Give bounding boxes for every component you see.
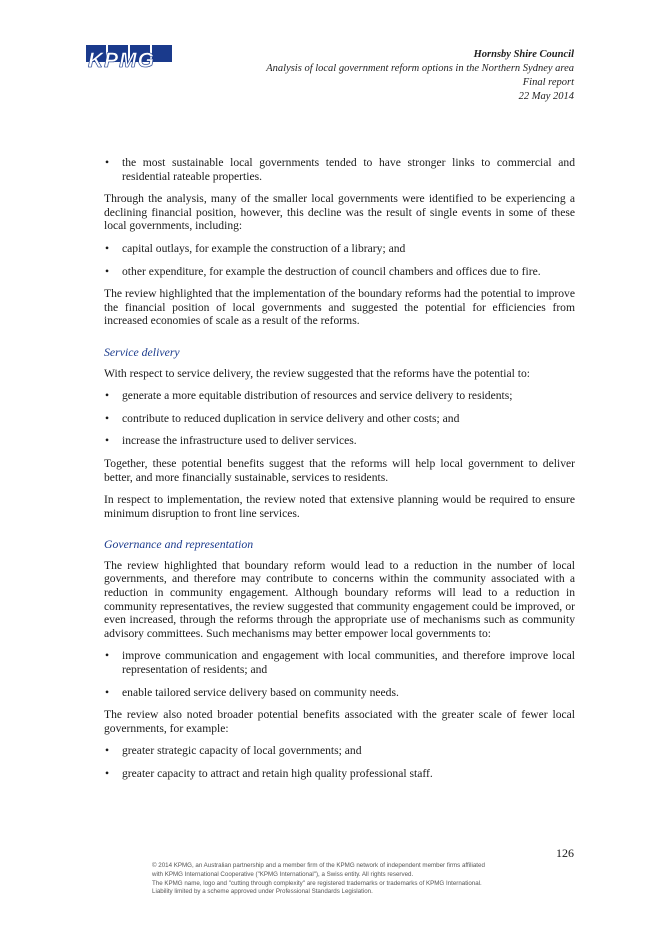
footer-line: with KPMG International Cooperative ("KPMG International"), a Swiss entity. All rights reserved. — [152, 870, 414, 878]
paragraph: The review also noted broader potential benefits associated with the greater scale of fewer local governments, for example: — [104, 708, 575, 735]
paragraph: In respect to implementation, the review noted that extensive planning would be required to ensure minimum disruption to front line services. — [104, 493, 575, 520]
list-item: • greater capacity to attract and retain high quality professional staff. — [104, 767, 575, 781]
paragraph: The review highlighted that boundary reform would lead to a reduction in the number of local governments, and therefore may contribute to concerns within the community associated with a reduction in community engagement. Although boundary reforms will lead to a reduction in community representatives, the review suggested that community engagement could be improved, or even increased, through the reforms through the appropriate use of mechanisms such as community advisory committees. Such mechanisms may better empower local governments to: — [104, 558, 575, 640]
footer-line: © 2014 KPMG, an Australian partnership and a member firm of the KPMG network of independent member firms affiliated — [152, 862, 485, 869]
page-number: 126 — [556, 846, 574, 860]
service-bullet-list — [104, 389, 575, 448]
client-name: Hornsby Shire Council — [473, 49, 574, 60]
paragraph: With respect to service delivery, the review suggested that the reforms have the potential to: — [104, 366, 530, 380]
report-status: Final report — [522, 77, 574, 88]
event-bullet-list — [104, 242, 575, 278]
list-item: • greater strategic capacity of local governments; and — [104, 744, 575, 758]
paragraph: Through the analysis, many of the smaller local governments were identified to be experiencing a declining financial position, however, this decline was the result of single events in some of these local governments, including: — [104, 192, 575, 233]
list-item: • contribute to reduced duplication in service delivery and other costs; and — [104, 412, 575, 426]
copyright-footer — [152, 862, 552, 897]
paragraph: Together, these potential benefits suggest that the reforms will help local government to deliver better, and more financially sustainable, services to residents. — [104, 456, 575, 484]
section-heading-service-delivery: Service delivery — [104, 344, 180, 359]
main-content — [104, 156, 575, 790]
governance-bullet-list — [104, 649, 575, 699]
report-date: 22 May 2014 — [518, 91, 574, 102]
page-header — [266, 48, 574, 104]
list-item: • other expenditure, for example the destruction of council chambers and offices due to fire. — [104, 265, 575, 279]
kpmg-logo — [86, 45, 172, 77]
list-item: • generate a more equitable distribution of resources and service delivery to residents; — [104, 389, 575, 403]
logo-text: KPMG — [88, 49, 155, 72]
section-heading-governance: Governance and representation — [104, 537, 254, 552]
scale-bullet-list — [104, 744, 575, 780]
footer-line: Liability limited by a scheme approved under Professional Standards Legislation. — [152, 888, 373, 896]
list-item: • increase the infrastructure used to deliver services. — [104, 434, 575, 448]
report-title: Analysis of local government reform options in the Northern Sydney area — [266, 63, 574, 74]
paragraph: The review highlighted that the implementation of the boundary reforms had the potential to improve the financial position of local governments and suggested the potential for efficiencies from increased economies of scale as a result of the reforms. — [104, 287, 575, 328]
footer-line: The KPMG name, logo and "cutting through complexity" are registered trademarks or trademarks of KPMG International. — [152, 879, 482, 887]
intro-bullet-list — [104, 156, 575, 183]
list-item: • improve communication and engagement with local communities, and therefore improve local representation of residents; and — [104, 649, 575, 676]
list-item: • the most sustainable local governments tended to have stronger links to commercial and residential rateable properties. — [104, 156, 575, 183]
list-item: • enable tailored service delivery based on community needs. — [104, 686, 575, 700]
list-item: • capital outlays, for example the construction of a library; and — [104, 242, 575, 256]
